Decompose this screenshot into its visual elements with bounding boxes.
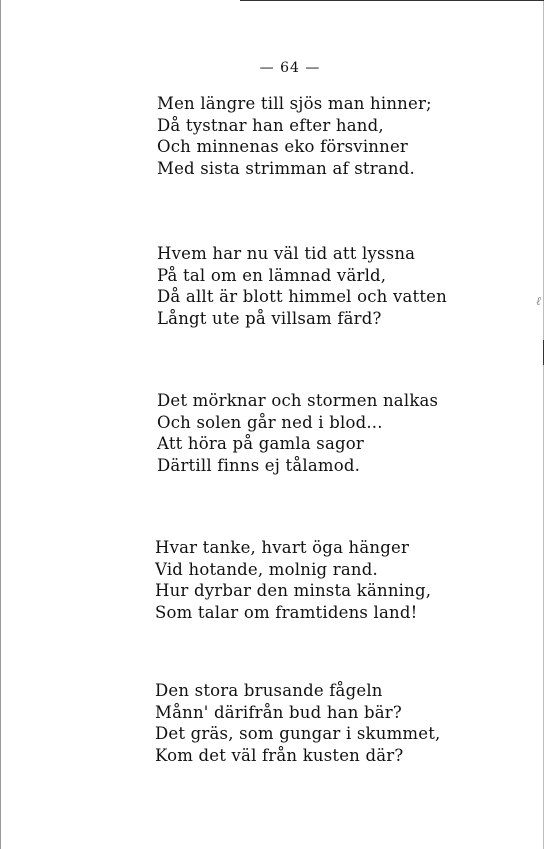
verse-line: Det gräs, som gungar i skummet, bbox=[155, 724, 441, 743]
stanza-1 bbox=[157, 93, 544, 179]
stanza-4 bbox=[155, 537, 544, 623]
stanza-5 bbox=[155, 680, 544, 766]
verse-line: På tal om en lämnad värld, bbox=[157, 265, 387, 285]
verse-line: Som talar om framtidens land! bbox=[155, 602, 418, 622]
page-top-edge bbox=[240, 0, 544, 1]
verse-line: Då allt är blott himmel och vatten bbox=[157, 287, 447, 306]
page-number: — 64 — bbox=[259, 60, 321, 76]
verse-line: Kom det väl från kusten där? bbox=[155, 745, 404, 765]
verse-line: Då tystnar han efter hand, bbox=[157, 115, 384, 135]
stanza-3 bbox=[157, 390, 544, 476]
verse-line: Vid hotande, molnig rand. bbox=[155, 559, 378, 579]
verse-line: Men längre till sjös man hinner; bbox=[157, 94, 432, 113]
verse-line: Och minnenas eko försvinner bbox=[157, 137, 408, 156]
stanza-2 bbox=[157, 243, 544, 329]
verse-line: Att höra på gamla sagor bbox=[157, 434, 364, 453]
verse-line: Hvar tanke, hvart öga hänger bbox=[155, 538, 410, 557]
verse-line: Och solen går ned i blod... bbox=[157, 412, 383, 432]
verse-line: Med sista strimman af strand. bbox=[157, 158, 415, 178]
page-left-edge bbox=[0, 0, 1, 849]
verse-line: Hur dyrbar den minsta känning, bbox=[155, 581, 432, 600]
margin-mark: ℓ bbox=[536, 294, 541, 308]
verse-line: Månn' därifrån bud han bär? bbox=[155, 702, 402, 722]
verse-line: Det mörknar och stormen nalkas bbox=[157, 391, 439, 410]
verse-line: Den stora brusande fågeln bbox=[155, 681, 383, 700]
verse-line: Hvem har nu väl tid att lyssna bbox=[157, 244, 416, 263]
verse-line: Därtill finns ej tålamod. bbox=[157, 455, 361, 475]
verse-line: Långt ute på villsam färd? bbox=[157, 308, 382, 328]
